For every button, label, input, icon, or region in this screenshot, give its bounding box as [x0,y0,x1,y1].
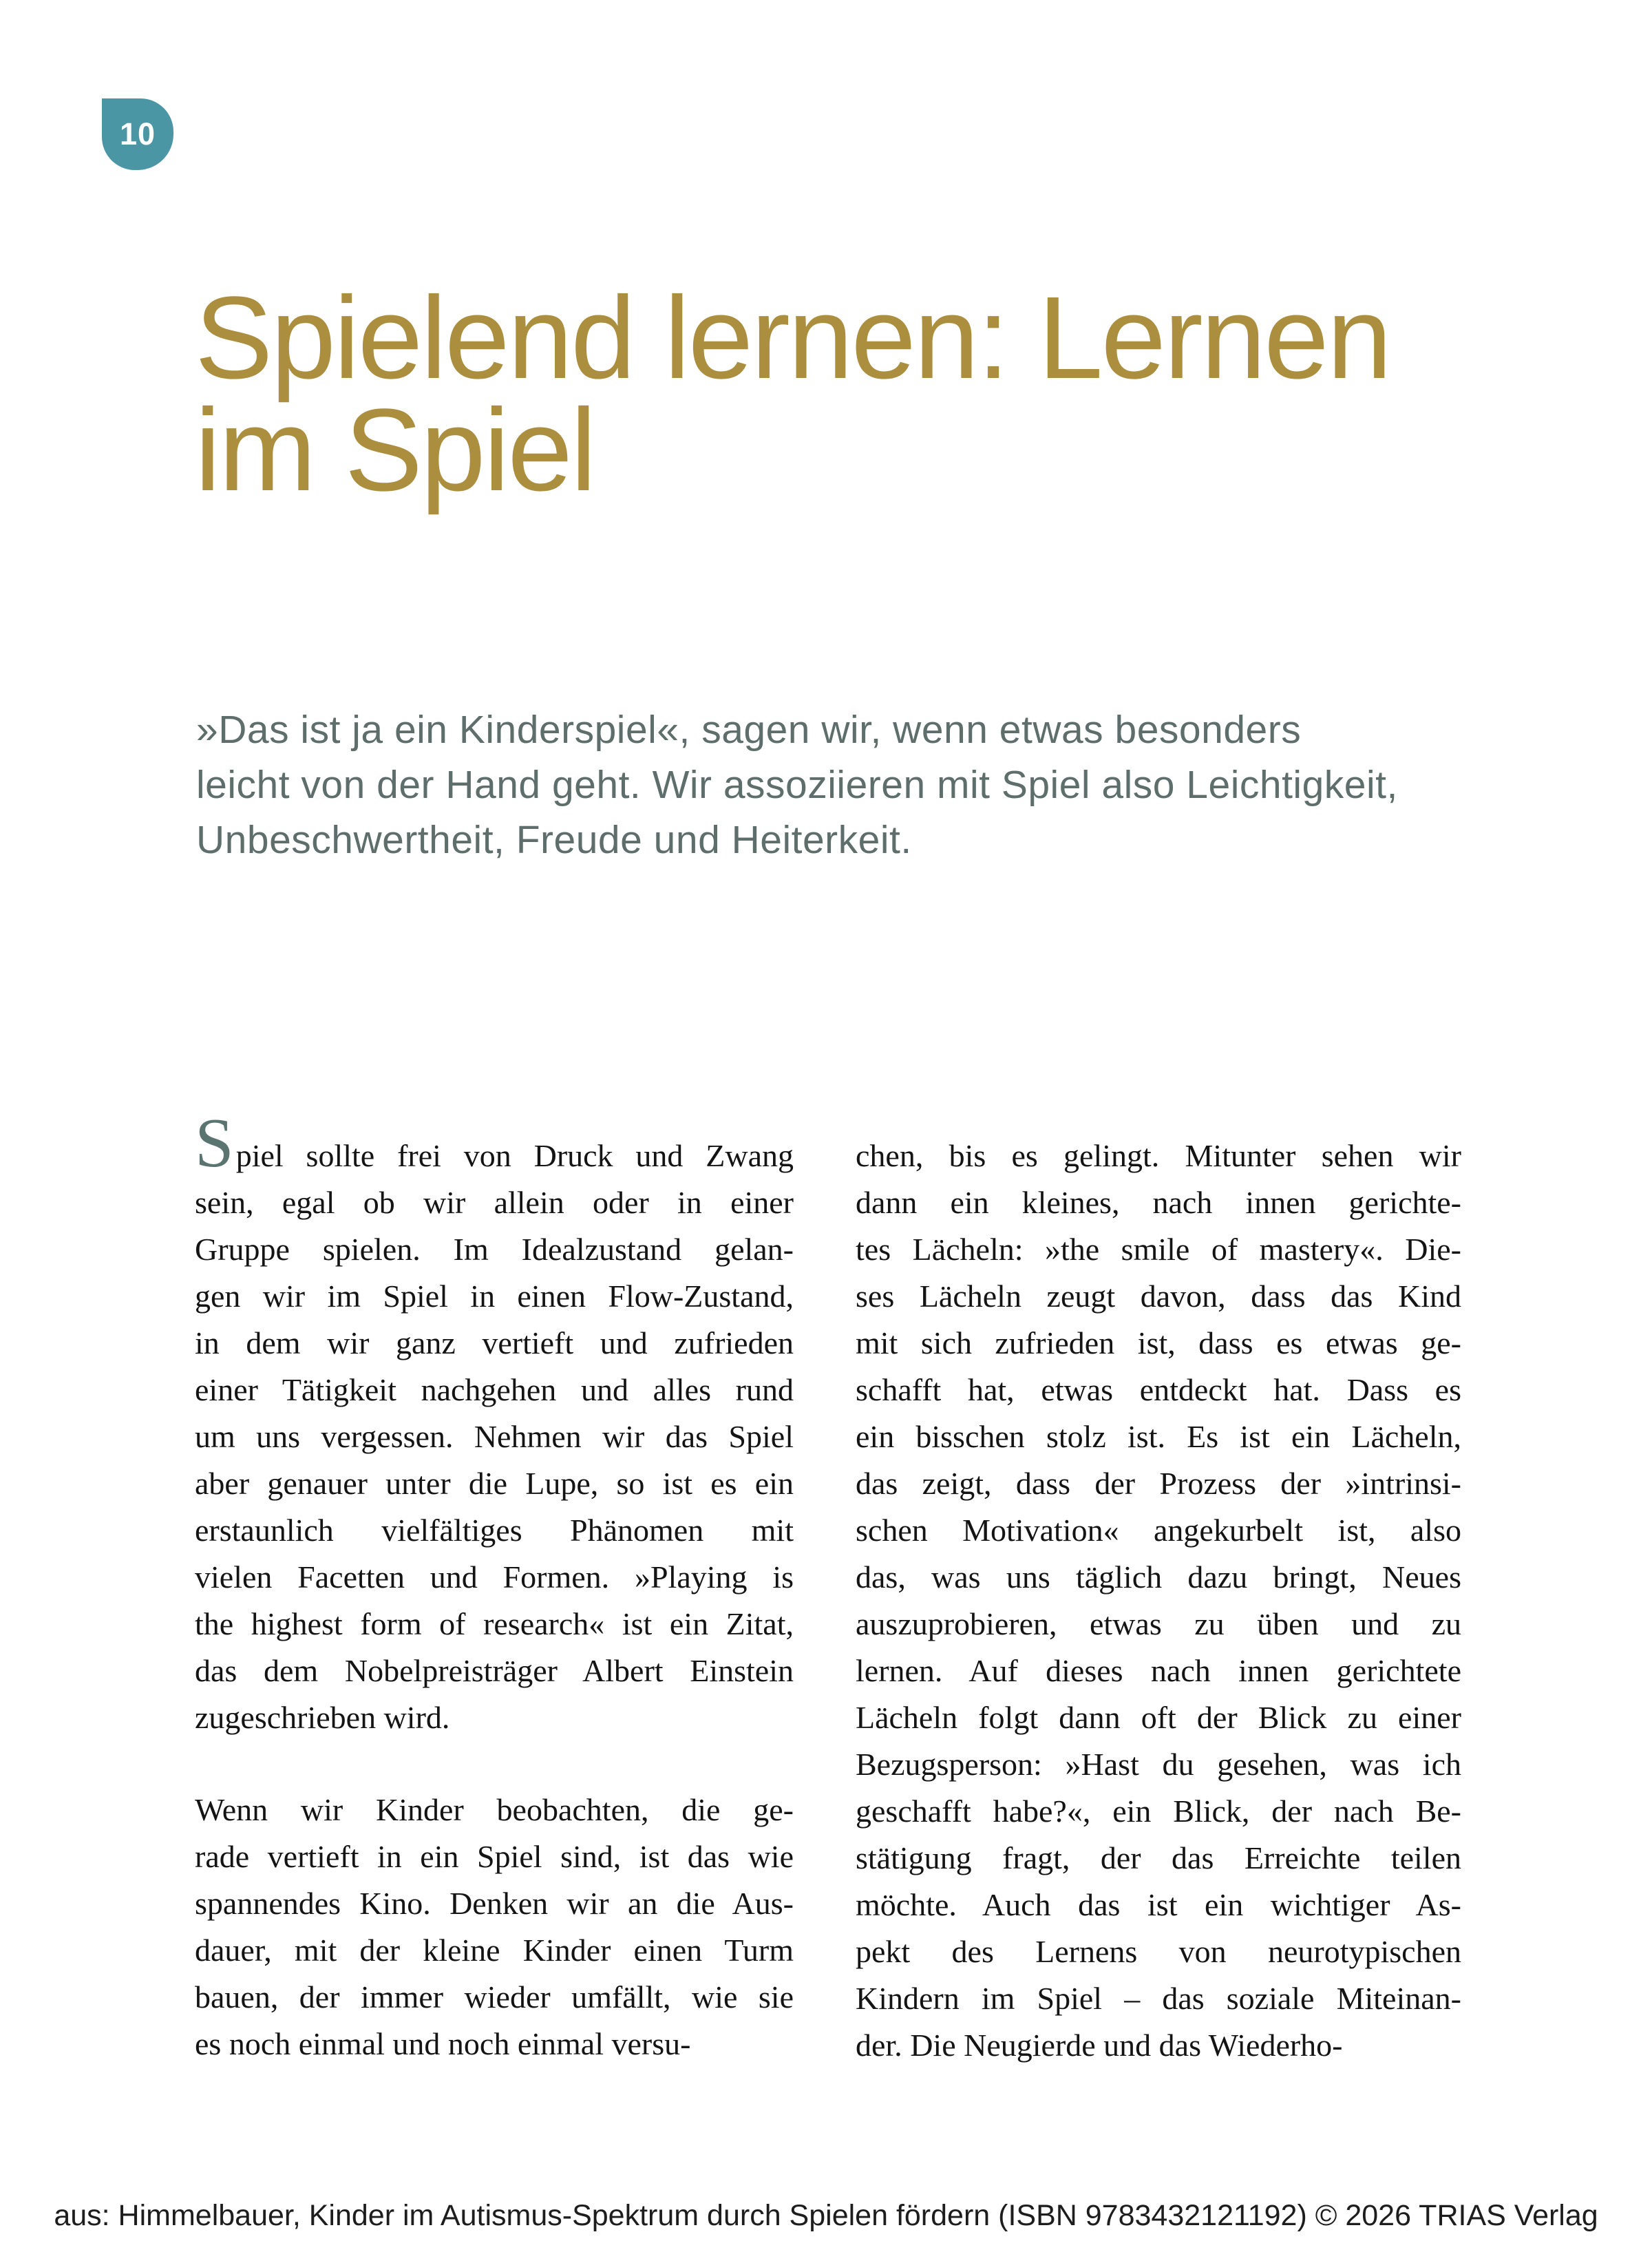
text-line: Gruppe spielen. Im Idealzustand gelan- [195,1232,794,1267]
text-line: the highest form of research« ist ein Zitat, [195,1606,794,1641]
text-line: »Das ist ja ein Kinderspiel«, sagen wir, wenn etwas besonders [196,708,1302,752]
text-line: Wenn wir Kinder beobachten, die ge- [195,1792,794,1827]
text-line: mit sich zufrieden ist, dass es etwas ge- [856,1325,1461,1360]
text-line: stätigung fragt, der das Erreichte teilen [856,1840,1461,1875]
text-line: tes Lächeln: »the smile of mastery«. Die- [856,1232,1461,1267]
page-number-badge [102,98,173,170]
text-line: rade vertieft in ein Spiel sind, ist das wie [195,1839,794,1874]
text-line: Lächeln folgt dann oft der Blick zu einer [856,1700,1461,1735]
text-line: erstaunlich vielfältiges Phänomen mit [195,1513,794,1548]
dropcap: S [195,1104,234,1182]
paragraph-2 [195,1787,794,2068]
paragraph-3 [856,1133,1461,2069]
text-line: leicht von der Hand geht. Wir assoziieren mit Spiel also Leichtigkeit, [196,763,1398,807]
text-line: aber genauer unter die Lupe, so ist es ein [195,1466,794,1501]
text-line: schafft hat, etwas entdeckt hat. Dass es [856,1372,1461,1407]
paragraph-3-lines [856,1133,1461,2069]
text-line: das dem Nobelpreisträger Albert Einstein [195,1653,794,1688]
text-line: das zeigt, dass der Prozess der »intrinsi- [856,1466,1461,1501]
text-line: chen, bis es gelingt. Mitunter sehen wir [856,1138,1461,1173]
text-line: zugeschrieben wird. [195,1700,450,1735]
paragraph-2-lines [195,1787,794,2068]
text-line: pekt des Lernens von neurotypischen [856,1934,1461,1969]
text-line: gen wir im Spiel in einen Flow-Zustand, [195,1279,794,1314]
page-number: 10 [119,116,156,151]
paragraph-1 [195,1104,794,1741]
text-line: ein bisschen stolz ist. Es ist ein Lächeln, [856,1419,1461,1454]
text-line: Unbeschwertheit, Freude und Heiterkeit. [196,818,912,862]
text-line: Kindern im Spiel – das soziale Miteinan- [856,1981,1461,2016]
text-line: lernen. Auf dieses nach innen gerichtete [856,1653,1461,1688]
text-line: im Spiel [195,385,595,516]
text-line: ses Lächeln zeugt davon, dass das Kind [856,1279,1461,1314]
paragraph-1-lines [195,1179,794,1741]
credit-line: aus: Himmelbauer, Kinder im Autismus-Spektrum durch Spielen fördern (ISBN 9783432121192) © 2026 TRIAS Verlag [54,2199,1598,2232]
text-line: schen Motivation« angekurbelt ist, also [856,1513,1461,1548]
text-column-right [856,1133,1461,2069]
text-line: dann ein kleines, nach innen gerichte- [856,1185,1461,1220]
text-line: sein, egal ob wir allein oder in einer [195,1185,794,1220]
text-line: um uns vergessen. Nehmen wir das Spiel [195,1419,794,1454]
text-line: Spielend lernen: Lernen [195,273,1390,403]
text-line: geschafft habe?«, ein Blick, der nach Be- [856,1793,1461,1829]
text-line: in dem wir ganz vertieft und zufrieden [195,1325,794,1360]
text-line: bauen, der immer wieder umfällt, wie sie [195,1979,794,2014]
text-column-left [195,1104,794,2068]
chapter-title [195,273,1503,516]
text-line: es noch einmal und noch einmal versu- [195,2026,691,2061]
dropcap-line [195,1104,794,1182]
text-line: einer Tätigkeit nachgehen und alles rund [195,1372,794,1407]
text-line: Bezugsperson: »Hast du gesehen, was ich [856,1747,1461,1782]
chapter-intro [196,702,1476,867]
text-line: der. Die Neugierde und das Wiederho- [856,2028,1343,2063]
dropcap-line-text: piel sollte frei von Druck und Zwang [235,1138,794,1173]
text-line: das, was uns täglich dazu bringt, Neues [856,1559,1461,1595]
text-line: dauer, mit der kleine Kinder einen Turm [195,1933,794,1968]
text-line: vielen Facetten und Formen. »Playing is [195,1559,794,1595]
text-line: auszuprobieren, etwas zu üben und zu [856,1606,1461,1641]
text-line: möchte. Auch das ist ein wichtiger As- [856,1887,1461,1922]
text-line: spannendes Kino. Denken wir an die Aus- [195,1886,794,1921]
